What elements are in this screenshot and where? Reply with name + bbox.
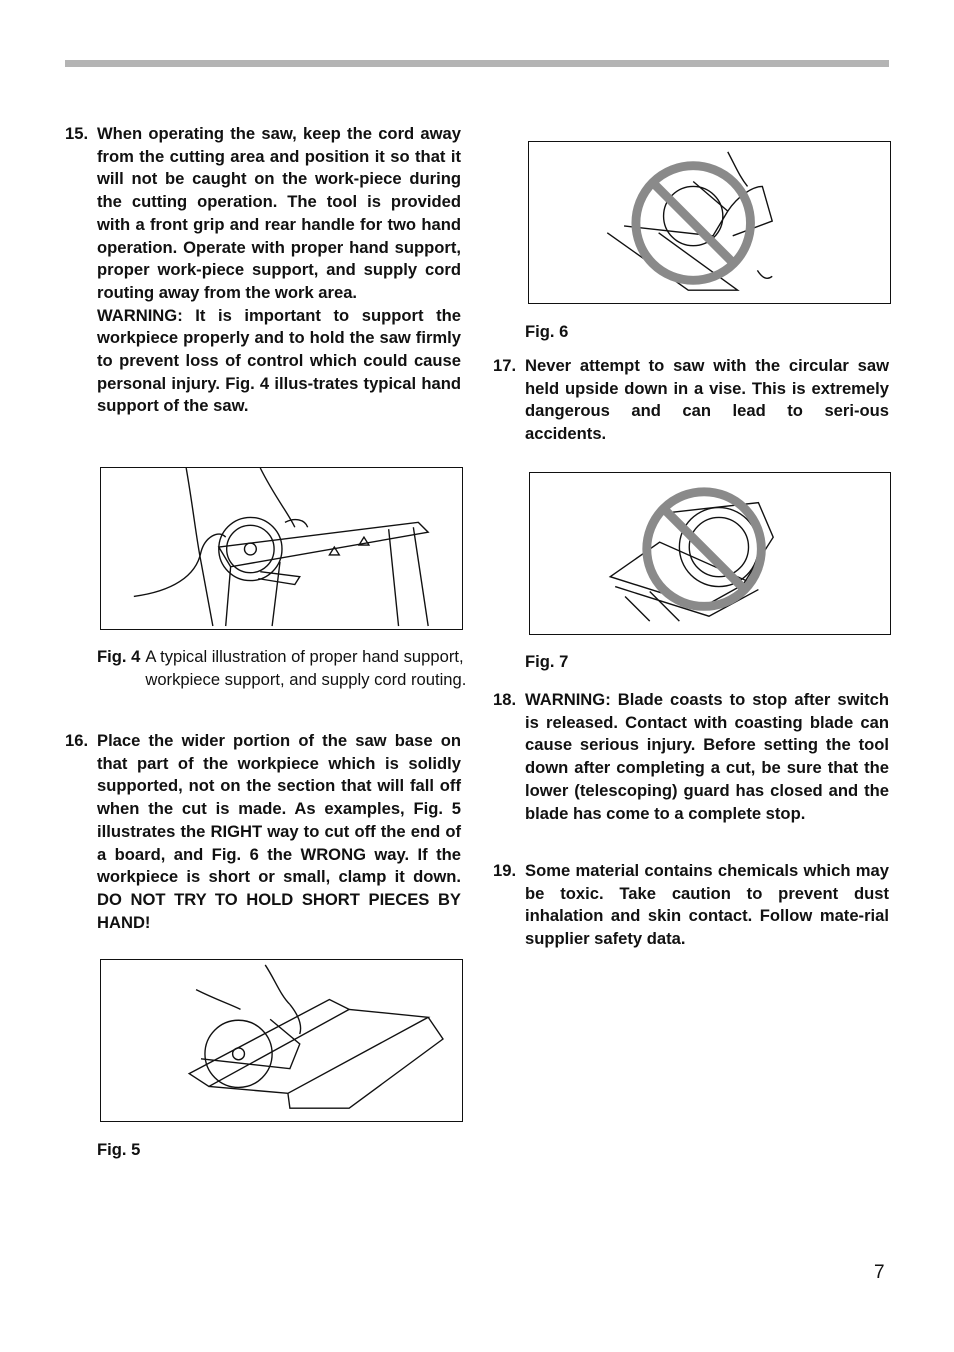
- figure-7-caption: [525, 651, 568, 674]
- item-16: [65, 730, 461, 936]
- item-number: 17.: [493, 356, 517, 375]
- figure-6-label: Fig. 6: [525, 322, 569, 341]
- item-text: Some material contains chemicals which may be toxic. Take caution to prevent dust inhalation and skin contact. Follow mate-rial supplier safety data.: [525, 861, 889, 949]
- item-15-warning: WARNING: It is important to support the workpiece properly and to hold the saw firmly to prevent loss of control which could cause personal injury. Fig. 4 illus-trates typical hand support of the saw.: [97, 305, 461, 416]
- header-rule: [65, 60, 889, 67]
- figure-4-text: A typical illustration of proper hand support, workpiece support, and supply cord routing.: [145, 647, 467, 689]
- figure-4-image: [100, 467, 463, 630]
- figure-4-caption: [97, 646, 467, 691]
- item-number: 16.: [65, 731, 89, 750]
- item-15: [65, 123, 461, 443]
- figure-5-caption: [97, 1139, 140, 1162]
- item-number: 15.: [65, 124, 89, 143]
- item-15-body: When operating the saw, keep the cord away from the cutting area and position it so that it will not be caught on the work-piece during the cutting operation. The tool is provided with a front grip and rear handle for two hand operation. Operate with proper hand support, proper work-piece support, and supply cord routing away from the work area.: [97, 124, 461, 302]
- figure-5-image: [100, 959, 463, 1122]
- figure-6-caption: [525, 321, 568, 344]
- item-19: [493, 860, 889, 952]
- figure-7-label: Fig. 7: [525, 652, 569, 671]
- item-number: 18.: [493, 690, 517, 709]
- item-text: [97, 123, 461, 418]
- figure-7-image: [529, 472, 891, 635]
- item-number: 19.: [493, 861, 517, 880]
- item-text: Place the wider portion of the saw base on that part of the workpiece which is solidly supported, not on the section that will fall off when the cut is made. As examples, Fig. 5 illustrates the RIGHT way to cut off the end of a board, and Fig. 6 the WRONG way. If the workpiece is short or small, clamp it down. DO NOT TRY TO HOLD SHORT PIECES BY HAND!: [97, 731, 461, 932]
- item-text: Never attempt to saw with the circular saw held upside down in a vise. This is extremely dangerous and can lead to seri-ous accidents.: [525, 356, 889, 444]
- item-17: [493, 355, 889, 447]
- figure-4-label: Fig. 4: [97, 647, 141, 666]
- item-text: WARNING: Blade coasts to stop after switch is released. Contact with coasting blade can cause serious injury. Before setting the tool down after completing a cut, be sure that the lower (telescoping) guard has closed and the blade has come to a complete stop.: [525, 690, 889, 823]
- page-number: 7: [874, 1262, 885, 1283]
- figure-5-label: Fig. 5: [97, 1140, 141, 1159]
- figure-6-image: [528, 141, 891, 304]
- item-18: [493, 689, 889, 849]
